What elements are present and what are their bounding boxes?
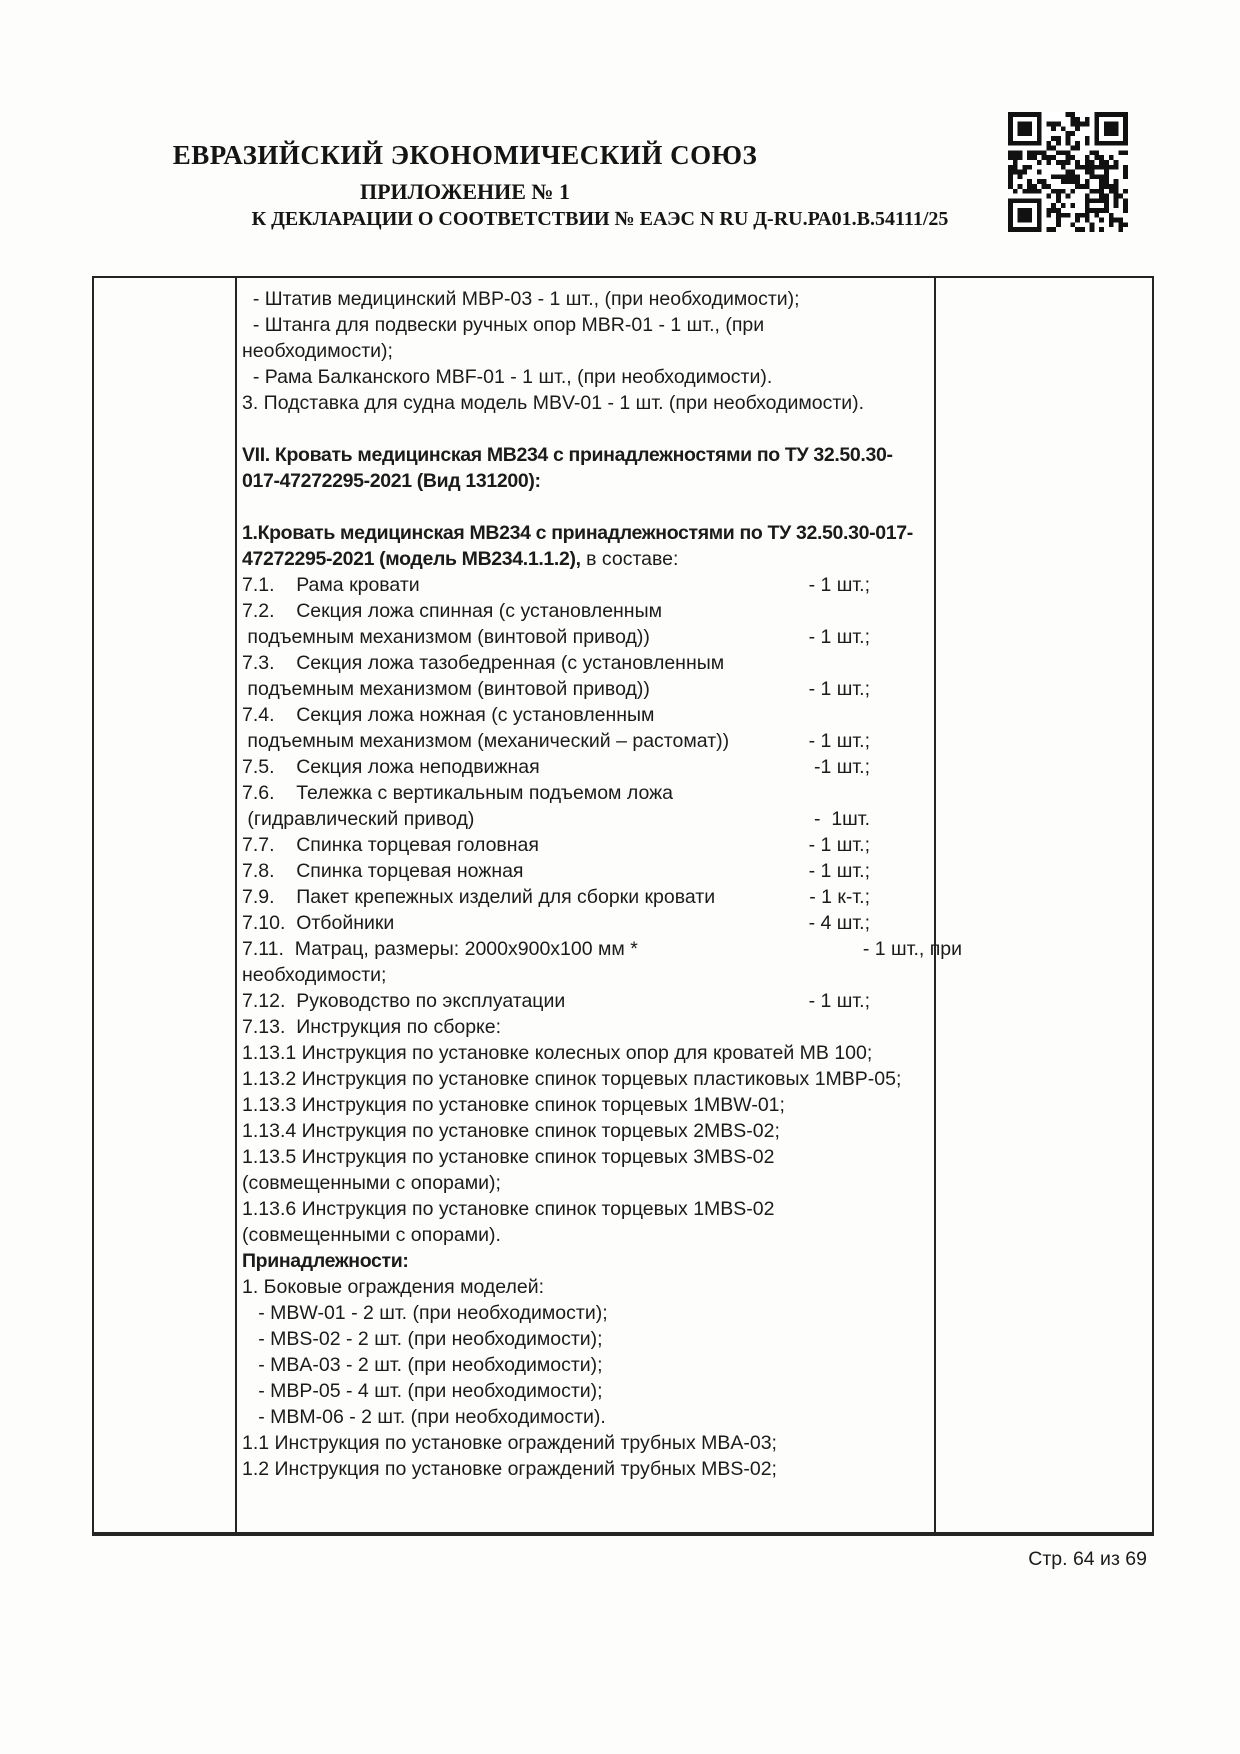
row-quantity: - 1 шт.; (808, 990, 870, 1012)
row-text: - MBW-01 - 2 шт. (при необходимости); (242, 1302, 608, 1324)
table-row (242, 832, 934, 858)
table-row (242, 1066, 934, 1092)
row-text: необходимости; (242, 964, 387, 986)
table-row (242, 312, 934, 338)
table-row (242, 1352, 934, 1378)
row-quantity: - 1 шт.; (808, 834, 870, 856)
table-row (242, 1040, 934, 1066)
row-quantity: -1 шт.; (813, 756, 870, 778)
table-row (242, 962, 934, 988)
table-row (242, 520, 934, 546)
row-text: подъемным механизмом (винтовой привод)) (242, 626, 650, 648)
table-row (242, 1326, 934, 1352)
footer-page-number: Стр. 64 из 69 (1028, 1548, 1147, 1570)
row-text: 1.13.5 Инструкция по установке спинок торцевых 3MBS-02 (242, 1146, 775, 1168)
table-row (242, 676, 934, 702)
row-text: 1.13.1 Инструкция по установке колесных опор для кроватей МВ 100; (242, 1042, 873, 1064)
table-row (242, 806, 934, 832)
table-row (242, 780, 934, 806)
table-row (242, 650, 934, 676)
row-text: 7.6. Тележка с вертикальным подъемом ложа (242, 782, 673, 804)
table-row (242, 988, 934, 1014)
row-text: Принадлежности: (242, 1250, 409, 1272)
row-text: - Рама Балканского MBF-01 - 1 шт., (при необходимости). (242, 366, 773, 388)
row-quantity: - 1шт. (813, 808, 870, 830)
row-quantity: - 1 шт.; (808, 730, 870, 752)
table-row (242, 1092, 934, 1118)
row-text: 1.2 Инструкция по установке ограждений трубных MBS-02; (242, 1458, 777, 1480)
row-text: 1.Кровать медицинская МВ234 с принадлежностями по ТУ 32.50.30-017- (242, 522, 913, 544)
row-quantity: - 1 к-т.; (809, 886, 870, 908)
declaration-table (92, 276, 1154, 1536)
row-text: 47272295-2021 (модель МВ234.1.1.2), в составе: (242, 548, 679, 570)
row-text: 1.13.2 Инструкция по установке спинок торцевых пластиковых 1МВР-05; (242, 1068, 902, 1090)
row-text: 7.4. Секция ложа ножная (с установленным (242, 704, 655, 726)
row-text: подъемным механизмом (винтовой привод)) (242, 678, 650, 700)
table-row (242, 1248, 934, 1274)
table-row (242, 1378, 934, 1404)
table-row (242, 910, 934, 936)
row-text: - MBA-03 - 2 шт. (при необходимости); (242, 1354, 603, 1376)
row-text: (совмещенными с опорами); (242, 1172, 501, 1194)
row-text: 3. Подставка для судна модель MBV-01 - 1 шт. (при необходимости). (242, 392, 865, 414)
table-right-column (936, 278, 1152, 1532)
row-text: 7.3. Секция ложа тазобедренная (с установленным (242, 652, 725, 674)
row-text: 7.10. Отбойники (242, 912, 395, 934)
row-text: VII. Кровать медицинская МВ234 с принадлежностями по ТУ 32.50.30- (242, 444, 893, 466)
row-text: 7.12. Руководство по эксплуатации (242, 990, 566, 1012)
row-quantity: - 1 шт.; (808, 626, 870, 648)
row-text: 1.13.6 Инструкция по установке спинок торцевых 1MBS-02 (242, 1198, 775, 1220)
union-title: ЕВРАЗИЙСКИЙ ЭКОНОМИЧЕСКИЙ СОЮЗ (172, 140, 758, 170)
table-row (242, 1144, 934, 1170)
declaration-number-line: К ДЕКЛАРАЦИИ О СООТВЕТСТВИИ № ЕАЭС N RU Д-RU.РА01.В.54111/25 (251, 208, 949, 230)
row-text: 1.13.4 Инструкция по установке спинок торцевых 2MBS-02; (242, 1120, 780, 1142)
row-text: 7.7. Спинка торцевая головная (242, 834, 539, 856)
row-text: - Штатив медицинский МВР-03 - 1 шт., (при необходимости); (242, 288, 800, 310)
table-row (242, 1430, 934, 1456)
row-quantity: - 4 шт.; (808, 912, 870, 934)
row-quantity: - 1 шт.; (808, 574, 870, 596)
table-row (242, 364, 934, 390)
table-row (242, 286, 934, 312)
table-row (242, 1222, 934, 1248)
row-text: (совмещенными с опорами). (242, 1224, 501, 1246)
table-row (242, 1456, 934, 1482)
table-row (242, 1404, 934, 1430)
row-text: - MBM-06 - 2 шт. (при необходимости). (242, 1406, 606, 1428)
table-main-cell (237, 278, 962, 1532)
row-text: 7.8. Спинка торцевая ножная (242, 860, 524, 882)
row-text: - MBP-05 - 4 шт. (при необходимости); (242, 1380, 603, 1402)
row-quantity: - 1 шт., при (862, 938, 962, 960)
table-row (242, 1170, 934, 1196)
table-row (242, 702, 934, 728)
table-row (242, 390, 934, 416)
table-row (242, 1014, 934, 1040)
row-text: 7.1. Рама кровати (242, 574, 420, 596)
appendix-title: ПРИЛОЖЕНИЕ № 1 (359, 179, 571, 204)
row-text: 1.13.3 Инструкция по установке спинок торцевых 1MBW-01; (242, 1094, 785, 1116)
row-quantity: - 1 шт.; (808, 678, 870, 700)
row-text: 7.11. Матрац, размеры: 2000х900х100 мм * (242, 938, 638, 960)
table-row (242, 728, 934, 754)
qr-code (1008, 112, 1128, 232)
table-row (242, 1196, 934, 1222)
row-text: (гидравлический привод) (242, 808, 475, 830)
row-text: 7.9. Пакет крепежных изделий для сборки кровати (242, 886, 716, 908)
table-row (242, 754, 934, 780)
row-text: 7.5. Секция ложа неподвижная (242, 756, 540, 778)
table-row (242, 338, 934, 364)
row-text: - Штанга для подвески ручных опор MBR-01 - 1 шт., (при (242, 314, 765, 336)
table-row (242, 624, 934, 650)
row-quantity: - 1 шт.; (808, 860, 870, 882)
row-text: 1.1 Инструкция по установке ограждений трубных MBA-03; (242, 1432, 777, 1454)
row-text: 7.13. Инструкция по сборке: (242, 1016, 502, 1038)
table-row (242, 1118, 934, 1144)
table-row (242, 442, 934, 468)
row-text: - MBS-02 - 2 шт. (при необходимости); (242, 1328, 603, 1350)
table-row (242, 598, 934, 624)
table-row (242, 936, 962, 962)
table-row (242, 494, 934, 520)
table-left-column (94, 278, 237, 1532)
table-row (242, 884, 934, 910)
table-row (242, 1274, 934, 1300)
row-text: 7.2. Секция ложа спинная (с установленным (242, 600, 662, 622)
row-text: 017-47272295-2021 (Вид 131200): (242, 470, 541, 492)
row-text: 1. Боковые ограждения моделей: (242, 1276, 545, 1298)
row-text: необходимости); (242, 340, 393, 362)
row-text: подъемным механизмом (механический – растомат)) (242, 730, 730, 752)
table-row (242, 546, 934, 572)
table-row (242, 572, 934, 598)
table-row (242, 468, 934, 494)
table-row (242, 1300, 934, 1326)
table-row (242, 416, 934, 442)
table-row (242, 858, 934, 884)
